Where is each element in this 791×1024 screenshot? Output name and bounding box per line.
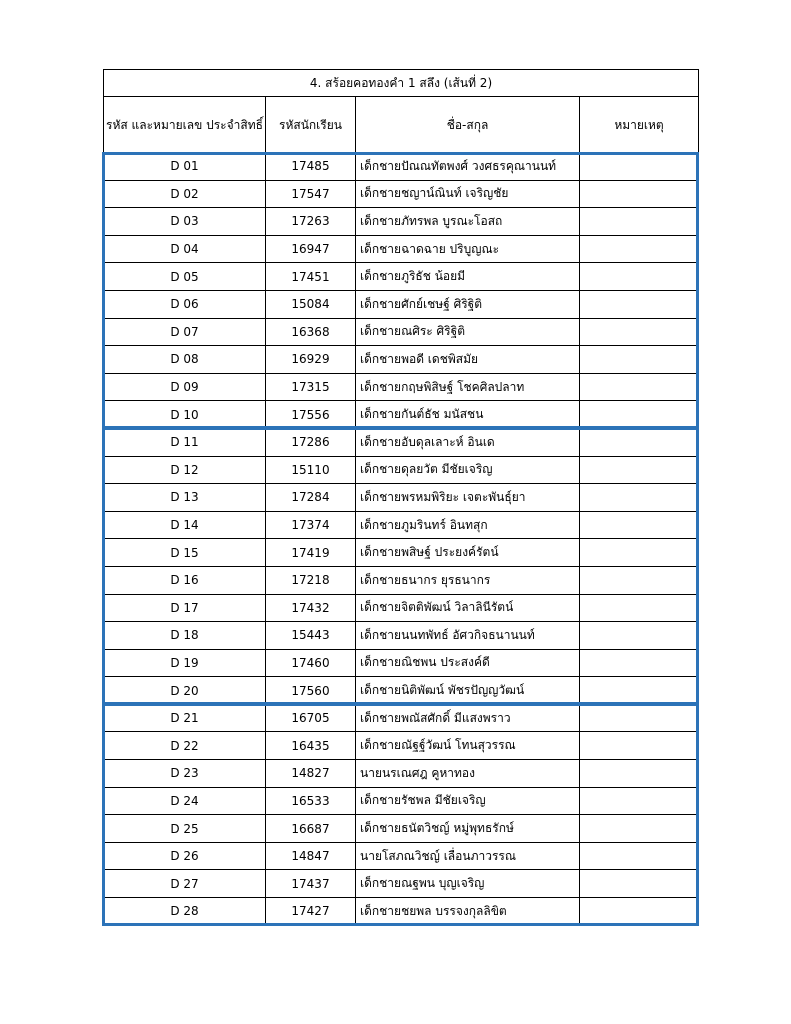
column-header-student-id: รหัสนักเรียน bbox=[266, 97, 356, 153]
table-row bbox=[104, 401, 699, 429]
cell-code: D 19 bbox=[104, 649, 266, 677]
cell-code: D 18 bbox=[104, 622, 266, 650]
cell-note bbox=[580, 373, 699, 401]
table-row bbox=[104, 456, 699, 484]
cell-student-id: 16947 bbox=[266, 235, 356, 263]
cell-note bbox=[580, 787, 699, 815]
cell-name: เด็กชายนนทพัทธ์ อัศวกิจธนานนท์ bbox=[356, 622, 580, 650]
cell-name: เด็กชายภูมรินทร์ อินทสุก bbox=[356, 511, 580, 539]
table-row bbox=[104, 346, 699, 374]
table-row bbox=[104, 290, 699, 318]
cell-note bbox=[580, 346, 699, 374]
cell-student-id: 17560 bbox=[266, 677, 356, 705]
cell-note bbox=[580, 622, 699, 650]
table-row bbox=[104, 208, 699, 236]
cell-note bbox=[580, 594, 699, 622]
document-page bbox=[103, 69, 698, 926]
cell-note bbox=[580, 401, 699, 429]
cell-note bbox=[580, 898, 699, 926]
table-row bbox=[104, 677, 699, 705]
cell-name: เด็กชายพสิษฐ์ ประยงค์รัตน์ bbox=[356, 539, 580, 567]
table-row bbox=[104, 539, 699, 567]
cell-code: D 22 bbox=[104, 732, 266, 760]
cell-student-id: 16435 bbox=[266, 732, 356, 760]
cell-name: เด็กชายศักย์เชษฐ์ ศิริฐิติ bbox=[356, 290, 580, 318]
table-row bbox=[104, 649, 699, 677]
cell-note bbox=[580, 760, 699, 788]
cell-code: D 27 bbox=[104, 870, 266, 898]
cell-note bbox=[580, 842, 699, 870]
cell-name: เด็กชายกฤษพิสิษฐ์ โชคศิลปลาท bbox=[356, 373, 580, 401]
table-row bbox=[104, 704, 699, 732]
column-header-note: หมายเหตุ bbox=[580, 97, 699, 153]
cell-student-id: 17263 bbox=[266, 208, 356, 236]
cell-note bbox=[580, 649, 699, 677]
cell-student-id: 15443 bbox=[266, 622, 356, 650]
cell-code: D 12 bbox=[104, 456, 266, 484]
cell-note bbox=[580, 732, 699, 760]
cell-code: D 17 bbox=[104, 594, 266, 622]
column-header-row bbox=[104, 97, 699, 153]
cell-name: เด็กชายนิติพัฒน์ พัชรปัญญวัฒน์ bbox=[356, 677, 580, 705]
cell-student-id: 17427 bbox=[266, 898, 356, 926]
cell-code: D 24 bbox=[104, 787, 266, 815]
cell-note bbox=[580, 539, 699, 567]
table-row bbox=[104, 815, 699, 843]
cell-student-id: 17315 bbox=[266, 373, 356, 401]
table-row bbox=[104, 235, 699, 263]
cell-note bbox=[580, 511, 699, 539]
cell-name: เด็กชายณฐพน บุญเจริญ bbox=[356, 870, 580, 898]
table-row bbox=[104, 511, 699, 539]
cell-student-id: 17547 bbox=[266, 180, 356, 208]
cell-name: เด็กชายณัฐฐ์วัฒน์ โทนสุวรรณ bbox=[356, 732, 580, 760]
table-row bbox=[104, 566, 699, 594]
cell-name: เด็กชายดุลยวัต มีชัยเจริญ bbox=[356, 456, 580, 484]
cell-code: D 02 bbox=[104, 180, 266, 208]
table-row bbox=[104, 760, 699, 788]
table-row bbox=[104, 732, 699, 760]
table-row bbox=[104, 842, 699, 870]
cell-code: D 01 bbox=[104, 153, 266, 181]
table-title: 4. สร้อยคอทองคำ 1 สลึง (เส้นที่ 2) bbox=[104, 70, 699, 97]
cell-code: D 09 bbox=[104, 373, 266, 401]
cell-name: เด็กชายฉาดฉาย ปริบูญณะ bbox=[356, 235, 580, 263]
cell-code: D 25 bbox=[104, 815, 266, 843]
cell-note bbox=[580, 235, 699, 263]
cell-note bbox=[580, 870, 699, 898]
cell-code: D 28 bbox=[104, 898, 266, 926]
cell-name: เด็กชายณิชพน ประสงค์ดี bbox=[356, 649, 580, 677]
cell-student-id: 17485 bbox=[266, 153, 356, 181]
cell-name: เด็กชายอับดุลเลาะห์ อินเด bbox=[356, 428, 580, 456]
cell-student-id: 17218 bbox=[266, 566, 356, 594]
cell-name: เด็กชายพณัสศักดิ์ มีแสงพราว bbox=[356, 704, 580, 732]
cell-student-id: 17556 bbox=[266, 401, 356, 429]
cell-student-id: 17460 bbox=[266, 649, 356, 677]
prize-roster-table bbox=[103, 69, 699, 926]
cell-name: เด็กชายธนัตวิชญ์ หมู่พุทธรักษ์ bbox=[356, 815, 580, 843]
cell-name: เด็กชายธนากร ยุรธนากร bbox=[356, 566, 580, 594]
cell-name: นายนรเณศฎ คูหาทอง bbox=[356, 760, 580, 788]
table-row bbox=[104, 373, 699, 401]
cell-code: D 04 bbox=[104, 235, 266, 263]
cell-note bbox=[580, 566, 699, 594]
cell-student-id: 17374 bbox=[266, 511, 356, 539]
cell-name: เด็กชายภัทรพล บูรณะโอสถ bbox=[356, 208, 580, 236]
cell-student-id: 17419 bbox=[266, 539, 356, 567]
cell-name: เด็กชายรัชพล มีชัยเจริญ bbox=[356, 787, 580, 815]
cell-student-id: 16687 bbox=[266, 815, 356, 843]
cell-note bbox=[580, 180, 699, 208]
cell-student-id: 14847 bbox=[266, 842, 356, 870]
cell-code: D 08 bbox=[104, 346, 266, 374]
cell-code: D 23 bbox=[104, 760, 266, 788]
cell-student-id: 15110 bbox=[266, 456, 356, 484]
cell-name: เด็กชายปัณณทัตพงศ์ วงศธรคุณานนท์ bbox=[356, 153, 580, 181]
cell-student-id: 17284 bbox=[266, 484, 356, 512]
cell-note bbox=[580, 318, 699, 346]
cell-note bbox=[580, 704, 699, 732]
table-title-row bbox=[104, 70, 699, 97]
cell-note bbox=[580, 815, 699, 843]
cell-code: D 06 bbox=[104, 290, 266, 318]
cell-name: เด็กชายภูริธัช น้อยมี bbox=[356, 263, 580, 291]
cell-code: D 26 bbox=[104, 842, 266, 870]
cell-code: D 13 bbox=[104, 484, 266, 512]
table-row bbox=[104, 898, 699, 926]
cell-name: นายโสภณวิชญ์ เลื่อนภาวรรณ bbox=[356, 842, 580, 870]
table-row bbox=[104, 263, 699, 291]
cell-student-id: 17451 bbox=[266, 263, 356, 291]
cell-student-id: 14827 bbox=[266, 760, 356, 788]
table-row bbox=[104, 484, 699, 512]
cell-name: เด็กชายพอดี เดชพิสมัย bbox=[356, 346, 580, 374]
cell-name: เด็กชายพรหมพิริยะ เจตะพันธุ์ยา bbox=[356, 484, 580, 512]
table-body bbox=[104, 153, 699, 926]
table-row bbox=[104, 870, 699, 898]
cell-note bbox=[580, 677, 699, 705]
table-row bbox=[104, 318, 699, 346]
cell-name: เด็กชายชยพล บรรจงกุลลิขิต bbox=[356, 898, 580, 926]
cell-code: D 10 bbox=[104, 401, 266, 429]
cell-note bbox=[580, 153, 699, 181]
cell-note bbox=[580, 428, 699, 456]
column-header-name: ชื่อ-สกุล bbox=[356, 97, 580, 153]
cell-student-id: 17286 bbox=[266, 428, 356, 456]
table-row bbox=[104, 153, 699, 181]
cell-note bbox=[580, 484, 699, 512]
cell-note bbox=[580, 208, 699, 236]
cell-student-id: 16929 bbox=[266, 346, 356, 374]
cell-note bbox=[580, 263, 699, 291]
cell-code: D 05 bbox=[104, 263, 266, 291]
cell-student-id: 16533 bbox=[266, 787, 356, 815]
cell-student-id: 16368 bbox=[266, 318, 356, 346]
cell-code: D 07 bbox=[104, 318, 266, 346]
cell-name: เด็กชายณศิระ ศิริฐิติ bbox=[356, 318, 580, 346]
cell-code: D 16 bbox=[104, 566, 266, 594]
cell-student-id: 16705 bbox=[266, 704, 356, 732]
cell-name: เด็กชายกันต์ธัช มนัสชน bbox=[356, 401, 580, 429]
cell-code: D 03 bbox=[104, 208, 266, 236]
table-row bbox=[104, 428, 699, 456]
table-row bbox=[104, 787, 699, 815]
cell-code: D 15 bbox=[104, 539, 266, 567]
cell-note bbox=[580, 456, 699, 484]
table-row bbox=[104, 594, 699, 622]
cell-name: เด็กชายชญาน์ณินท์ เจริญชัย bbox=[356, 180, 580, 208]
column-header-code: รหัส และหมายเลข ประจำสิทธิ์ bbox=[104, 97, 266, 153]
table-row bbox=[104, 622, 699, 650]
table-row bbox=[104, 180, 699, 208]
cell-code: D 14 bbox=[104, 511, 266, 539]
cell-code: D 11 bbox=[104, 428, 266, 456]
cell-student-id: 15084 bbox=[266, 290, 356, 318]
cell-code: D 20 bbox=[104, 677, 266, 705]
cell-student-id: 17437 bbox=[266, 870, 356, 898]
cell-name: เด็กชายจิตติพัฒน์ วิลาลินีรัตน์ bbox=[356, 594, 580, 622]
cell-student-id: 17432 bbox=[266, 594, 356, 622]
cell-code: D 21 bbox=[104, 704, 266, 732]
cell-note bbox=[580, 290, 699, 318]
